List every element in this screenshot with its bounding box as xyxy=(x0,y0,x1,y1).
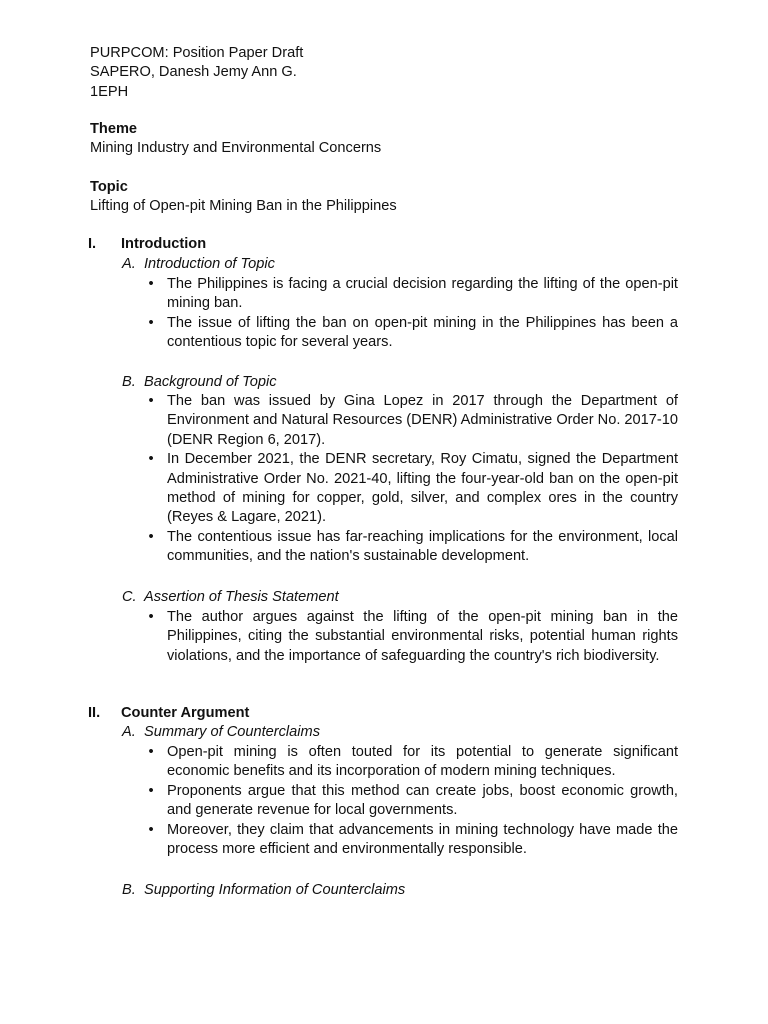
sub-letter: A. xyxy=(122,724,136,740)
bullet-icon: • xyxy=(148,314,154,331)
bullet-icon: • xyxy=(148,528,154,545)
bullet-text: The issue of lifting the ban on open-pit mining in the Philippines has been a contentious topic for several years. xyxy=(167,314,678,351)
sub-title: Summary of Counterclaims xyxy=(144,724,320,740)
sub-title: Assertion of Thesis Statement xyxy=(144,589,339,605)
bullet-text: Open-pit mining is often touted for its potential to generate significant economic benefits and its incorporation of modern mining techniques. xyxy=(167,744,678,780)
topic-block xyxy=(90,178,397,217)
bullet-list xyxy=(146,743,678,859)
list-item xyxy=(146,608,678,666)
theme-text: Mining Industry and Environmental Concerns xyxy=(90,140,382,157)
list-item xyxy=(146,450,678,528)
subheading-summary-of-counterclaims xyxy=(122,723,320,742)
list-item xyxy=(146,314,678,353)
bullet-text: Moreover, they claim that advancements in mining technology have made the process more efficient and environmentally responsible. xyxy=(167,821,678,858)
list-item xyxy=(146,275,678,314)
section-title: Introduction xyxy=(121,236,207,252)
bullet-icon: • xyxy=(148,393,154,409)
bullet-icon: • xyxy=(148,821,154,838)
section-heading-counter-argument xyxy=(88,704,249,723)
bullet-list xyxy=(146,608,678,666)
bullet-icon: • xyxy=(148,451,154,468)
bullet-icon: • xyxy=(148,609,154,625)
bullet-text: The Philippines is facing a crucial decision regarding the lifting of the open-pit mining ban. xyxy=(167,276,678,312)
sub-letter: B. xyxy=(122,882,136,898)
list-item xyxy=(146,821,678,860)
subheading-background-of-topic xyxy=(122,373,277,392)
topic-text: Lifting of Open-pit Mining Ban in the Philippines xyxy=(90,198,397,215)
list-item xyxy=(146,743,678,782)
bullet-text: The author argues against the lifting of the open-pit mining ban in the Philippines, citing the substantial environmental risks, potential human rights violations, and the importance of safeguarding the country's rich biodiversity. xyxy=(167,609,678,664)
subheading-supporting-information xyxy=(122,881,405,900)
bullet-list xyxy=(146,392,678,567)
topic-label: Topic xyxy=(90,179,128,195)
section-title: Counter Argument xyxy=(121,705,250,721)
section-heading-introduction xyxy=(88,235,206,254)
section-number: II. xyxy=(88,705,101,721)
sub-letter: A. xyxy=(122,256,136,272)
course-title: PURPCOM: Position Paper Draft xyxy=(90,45,304,61)
bullet-list xyxy=(146,275,678,353)
document-header xyxy=(90,44,303,102)
theme-block xyxy=(90,120,381,159)
author-name: SAPERO, Danesh Jemy Ann G. xyxy=(90,64,297,81)
theme-label: Theme xyxy=(90,121,138,137)
bullet-text: In December 2021, the DENR secretary, Roy Cimatu, signed the Department Administrative Order No. 2021-40, lifting the four-year-old ban on the open-pit method of mining for copper, gold, silver, and complex ores in the country (Reyes & Lagare, 2021). xyxy=(167,451,678,526)
sub-letter: C. xyxy=(122,589,137,605)
sub-title: Background of Topic xyxy=(144,374,277,390)
sub-title: Supporting Information of Counterclaims xyxy=(144,882,406,898)
sub-title: Introduction of Topic xyxy=(144,256,275,272)
section-code: 1EPH xyxy=(90,83,129,100)
bullet-text: The contentious issue has far-reaching implications for the environment, local communities, and the nation's sustainable development. xyxy=(167,528,678,565)
section-number: I. xyxy=(88,236,97,252)
bullet-text: The ban was issued by Gina Lopez in 2017 through the Department of Environment and Natural Resources (DENR) Administrative Order No. 2017-10 (DENR Region 6, 2017). xyxy=(167,393,678,448)
list-item xyxy=(146,782,678,821)
list-item xyxy=(146,528,678,567)
bullet-icon: • xyxy=(148,782,154,799)
list-item xyxy=(146,392,678,450)
bullet-text: Proponents argue that this method can create jobs, boost economic growth, and generate revenue for local governments. xyxy=(167,782,678,819)
subheading-introduction-of-topic xyxy=(122,255,275,274)
sub-letter: B. xyxy=(122,374,136,390)
bullet-icon: • xyxy=(148,744,154,760)
bullet-icon: • xyxy=(148,276,154,292)
subheading-assertion-of-thesis xyxy=(122,588,339,607)
